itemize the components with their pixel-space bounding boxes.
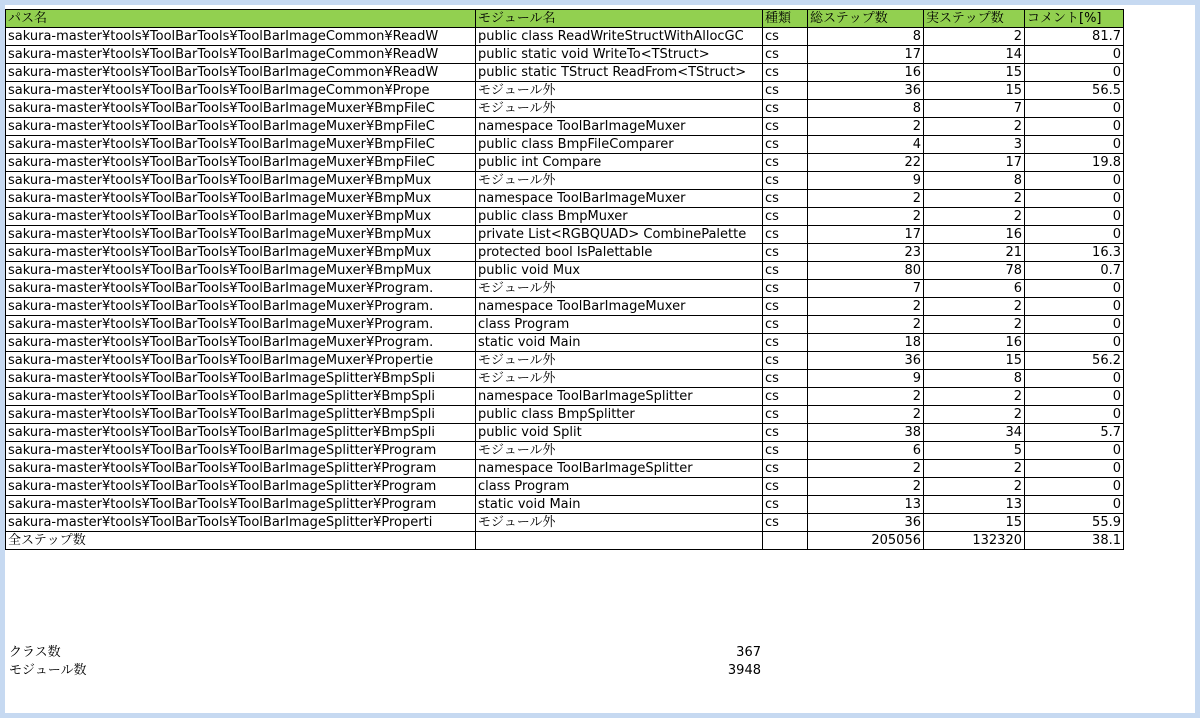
comment-pct-cell[interactable]: 0.7: [1025, 262, 1124, 280]
module-cell[interactable]: namespace ToolBarImageMuxer: [476, 298, 763, 316]
module-cell[interactable]: namespace ToolBarImageMuxer: [476, 118, 763, 136]
table-row: [6, 316, 1124, 334]
total-label[interactable]: 全ステップ数: [6, 532, 476, 550]
total-steps-cell[interactable]: 36: [808, 82, 924, 100]
kind-cell[interactable]: cs: [763, 388, 808, 406]
total-steps-cell[interactable]: 205056: [808, 532, 924, 550]
path-cell[interactable]: sakura-master¥tools¥ToolBarTools¥ToolBarImageSplitter¥Program: [6, 442, 476, 460]
col-header-kind[interactable]: 種類: [763, 10, 808, 28]
table-row: [6, 190, 1124, 208]
table-row: [6, 496, 1124, 514]
path-cell[interactable]: sakura-master¥tools¥ToolBarTools¥ToolBarImageMuxer¥Program.: [6, 316, 476, 334]
total-steps-cell[interactable]: 8: [808, 28, 924, 46]
total-steps-cell[interactable]: 23: [808, 244, 924, 262]
comment-pct-cell[interactable]: 56.5: [1025, 82, 1124, 100]
comment-pct-cell[interactable]: 19.8: [1025, 154, 1124, 172]
kind-cell[interactable]: cs: [763, 424, 808, 442]
actual-steps-cell[interactable]: 2: [924, 478, 1025, 496]
total-steps-cell[interactable]: 80: [808, 262, 924, 280]
spreadsheet: [5, 5, 1195, 713]
total-steps-cell[interactable]: 6: [808, 442, 924, 460]
actual-steps-cell[interactable]: 6: [924, 280, 1025, 298]
comment-pct-cell[interactable]: 0: [1025, 478, 1124, 496]
path-cell[interactable]: sakura-master¥tools¥ToolBarTools¥ToolBarImageSplitter¥Program: [6, 460, 476, 478]
module-cell[interactable]: public void Mux: [476, 262, 763, 280]
kind-cell[interactable]: cs: [763, 496, 808, 514]
actual-steps-cell[interactable]: 5: [924, 442, 1025, 460]
actual-steps-cell[interactable]: 14: [924, 46, 1025, 64]
total-steps-cell[interactable]: 17: [808, 46, 924, 64]
total-steps-cell[interactable]: 7: [808, 280, 924, 298]
kind-cell[interactable]: cs: [763, 118, 808, 136]
actual-steps-cell[interactable]: 15: [924, 514, 1025, 532]
module-count-value[interactable]: 3948: [727, 663, 761, 678]
actual-steps-cell[interactable]: 21: [924, 244, 1025, 262]
kind-cell[interactable]: cs: [763, 46, 808, 64]
module-cell[interactable]: モジュール外: [476, 352, 763, 370]
table-row: [6, 370, 1124, 388]
module-cell[interactable]: protected bool IsPalettable: [476, 244, 763, 262]
total-steps-cell[interactable]: 2: [808, 478, 924, 496]
path-cell[interactable]: sakura-master¥tools¥ToolBarTools¥ToolBarImageMuxer¥BmpMux: [6, 226, 476, 244]
total-steps-cell[interactable]: 2: [808, 208, 924, 226]
path-cell[interactable]: sakura-master¥tools¥ToolBarTools¥ToolBarImageSplitter¥BmpSpli: [6, 388, 476, 406]
col-header-total-steps[interactable]: 総ステップ数: [808, 10, 924, 28]
actual-steps-cell[interactable]: 3: [924, 136, 1025, 154]
table-row: [6, 298, 1124, 316]
total-steps-cell[interactable]: 9: [808, 172, 924, 190]
total-steps-cell[interactable]: 4: [808, 136, 924, 154]
total-row: [6, 532, 1124, 550]
path-cell[interactable]: sakura-master¥tools¥ToolBarTools¥ToolBarImageSplitter¥Program: [6, 478, 476, 496]
table-row: [6, 406, 1124, 424]
kind-cell[interactable]: cs: [763, 370, 808, 388]
comment-pct-cell[interactable]: 0: [1025, 298, 1124, 316]
total-steps-cell[interactable]: 8: [808, 100, 924, 118]
path-cell[interactable]: sakura-master¥tools¥ToolBarTools¥ToolBarImageMuxer¥BmpFileC: [6, 136, 476, 154]
actual-steps-cell[interactable]: 2: [924, 190, 1025, 208]
kind-cell[interactable]: cs: [763, 208, 808, 226]
actual-steps-cell[interactable]: 2: [924, 316, 1025, 334]
comment-pct-cell[interactable]: 0: [1025, 388, 1124, 406]
table-row: [6, 46, 1124, 64]
total-steps-cell[interactable]: 2: [808, 118, 924, 136]
table-row: [6, 82, 1124, 100]
path-cell[interactable]: sakura-master¥tools¥ToolBarTools¥ToolBarImageMuxer¥Program.: [6, 280, 476, 298]
comment-pct-cell[interactable]: 0: [1025, 334, 1124, 352]
path-cell[interactable]: sakura-master¥tools¥ToolBarTools¥ToolBarImageSplitter¥BmpSpli: [6, 370, 476, 388]
kind-cell[interactable]: cs: [763, 442, 808, 460]
table-row: [6, 514, 1124, 532]
kind-cell[interactable]: cs: [763, 352, 808, 370]
comment-pct-cell[interactable]: 0: [1025, 370, 1124, 388]
path-cell[interactable]: sakura-master¥tools¥ToolBarTools¥ToolBarImageSplitter¥Properti: [6, 514, 476, 532]
module-cell[interactable]: モジュール外: [476, 82, 763, 100]
actual-steps-cell[interactable]: 15: [924, 82, 1025, 100]
table-row: [6, 28, 1124, 46]
col-header-comment-pct[interactable]: コメント[%]: [1025, 10, 1124, 28]
module-cell[interactable]: private List<RGBQUAD> CombinePalette: [476, 226, 763, 244]
total-steps-cell[interactable]: 22: [808, 154, 924, 172]
table-row: [6, 478, 1124, 496]
total-empty-cell[interactable]: [763, 532, 808, 550]
module-cell[interactable]: public class BmpFileComparer: [476, 136, 763, 154]
kind-cell[interactable]: cs: [763, 316, 808, 334]
comment-pct-cell[interactable]: 0: [1025, 190, 1124, 208]
actual-steps-cell[interactable]: 2: [924, 118, 1025, 136]
total-steps-cell[interactable]: 36: [808, 514, 924, 532]
total-steps-cell[interactable]: 18: [808, 334, 924, 352]
table-row: [6, 244, 1124, 262]
kind-cell[interactable]: cs: [763, 298, 808, 316]
col-header-path[interactable]: パス名: [6, 10, 476, 28]
comment-pct-cell[interactable]: 16.3: [1025, 244, 1124, 262]
module-cell[interactable]: public static void WriteTo<TStruct>: [476, 46, 763, 64]
table-row: [6, 262, 1124, 280]
actual-steps-cell[interactable]: 16: [924, 226, 1025, 244]
kind-cell[interactable]: cs: [763, 136, 808, 154]
total-steps-cell[interactable]: 17: [808, 226, 924, 244]
table-row: [6, 136, 1124, 154]
table-row: [6, 118, 1124, 136]
module-cell[interactable]: モジュール外: [476, 100, 763, 118]
comment-pct-cell[interactable]: 0: [1025, 280, 1124, 298]
module-cell[interactable]: namespace ToolBarImageMuxer: [476, 190, 763, 208]
comment-pct-cell[interactable]: 0: [1025, 118, 1124, 136]
comment-pct-cell[interactable]: 0: [1025, 172, 1124, 190]
module-cell[interactable]: モジュール外: [476, 442, 763, 460]
comment-pct-cell[interactable]: 55.9: [1025, 514, 1124, 532]
comment-pct-cell[interactable]: 0: [1025, 100, 1124, 118]
total-steps-cell[interactable]: 38: [808, 424, 924, 442]
total-steps-cell[interactable]: 2: [808, 316, 924, 334]
total-empty-cell[interactable]: [476, 532, 763, 550]
module-cell[interactable]: モジュール外: [476, 514, 763, 532]
class-count-label[interactable]: クラス数: [9, 645, 61, 660]
kind-cell[interactable]: cs: [763, 82, 808, 100]
table-row: [6, 100, 1124, 118]
module-cell[interactable]: namespace ToolBarImageSplitter: [476, 388, 763, 406]
module-count-label[interactable]: モジュール数: [9, 663, 87, 678]
total-steps-cell[interactable]: 2: [808, 298, 924, 316]
kind-cell[interactable]: cs: [763, 460, 808, 478]
actual-steps-cell[interactable]: 15: [924, 64, 1025, 82]
kind-cell[interactable]: cs: [763, 406, 808, 424]
comment-pct-cell[interactable]: 0: [1025, 136, 1124, 154]
kind-cell[interactable]: cs: [763, 64, 808, 82]
comment-pct-cell[interactable]: 0: [1025, 442, 1124, 460]
path-cell[interactable]: sakura-master¥tools¥ToolBarTools¥ToolBarImageSplitter¥Program: [6, 496, 476, 514]
actual-steps-cell[interactable]: 78: [924, 262, 1025, 280]
path-cell[interactable]: sakura-master¥tools¥ToolBarTools¥ToolBarImageCommon¥ReadW: [6, 46, 476, 64]
actual-steps-cell[interactable]: 2: [924, 388, 1025, 406]
actual-steps-cell[interactable]: 8: [924, 370, 1025, 388]
total-steps-cell[interactable]: 9: [808, 370, 924, 388]
actual-steps-cell[interactable]: 34: [924, 424, 1025, 442]
comment-pct-cell[interactable]: 38.1: [1025, 532, 1124, 550]
path-cell[interactable]: sakura-master¥tools¥ToolBarTools¥ToolBarImageSplitter¥BmpSpli: [6, 406, 476, 424]
path-cell[interactable]: sakura-master¥tools¥ToolBarTools¥ToolBarImageMuxer¥BmpMux: [6, 172, 476, 190]
kind-cell[interactable]: cs: [763, 172, 808, 190]
table-row: [6, 352, 1124, 370]
path-cell[interactable]: sakura-master¥tools¥ToolBarTools¥ToolBarImageMuxer¥BmpMux: [6, 244, 476, 262]
actual-steps-cell[interactable]: 2: [924, 460, 1025, 478]
table-row: [6, 388, 1124, 406]
kind-cell[interactable]: cs: [763, 100, 808, 118]
kind-cell[interactable]: cs: [763, 226, 808, 244]
comment-pct-cell[interactable]: 0: [1025, 496, 1124, 514]
path-cell[interactable]: sakura-master¥tools¥ToolBarTools¥ToolBarImageMuxer¥BmpFileC: [6, 118, 476, 136]
total-steps-cell[interactable]: 13: [808, 496, 924, 514]
module-cell[interactable]: public int Compare: [476, 154, 763, 172]
kind-cell[interactable]: cs: [763, 28, 808, 46]
path-cell[interactable]: sakura-master¥tools¥ToolBarTools¥ToolBarImageMuxer¥BmpMux: [6, 190, 476, 208]
total-steps-cell[interactable]: 36: [808, 352, 924, 370]
comment-pct-cell[interactable]: 56.2: [1025, 352, 1124, 370]
actual-steps-cell[interactable]: 17: [924, 154, 1025, 172]
module-cell[interactable]: class Program: [476, 478, 763, 496]
header-row: [6, 10, 1124, 28]
total-steps-cell[interactable]: 2: [808, 406, 924, 424]
path-cell[interactable]: sakura-master¥tools¥ToolBarTools¥ToolBarImageMuxer¥BmpMux: [6, 262, 476, 280]
kind-cell[interactable]: cs: [763, 262, 808, 280]
path-cell[interactable]: sakura-master¥tools¥ToolBarTools¥ToolBarImageMuxer¥Program.: [6, 298, 476, 316]
path-cell[interactable]: sakura-master¥tools¥ToolBarTools¥ToolBarImageCommon¥ReadW: [6, 64, 476, 82]
kind-cell[interactable]: cs: [763, 154, 808, 172]
table-row: [6, 226, 1124, 244]
col-header-module[interactable]: モジュール名: [476, 10, 763, 28]
kind-cell[interactable]: cs: [763, 280, 808, 298]
actual-steps-cell[interactable]: 16: [924, 334, 1025, 352]
path-cell[interactable]: sakura-master¥tools¥ToolBarTools¥ToolBarImageMuxer¥BmpFileC: [6, 100, 476, 118]
comment-pct-cell[interactable]: 0: [1025, 316, 1124, 334]
kind-cell[interactable]: cs: [763, 244, 808, 262]
module-cell[interactable]: public class ReadWriteStructWithAllocGC: [476, 28, 763, 46]
path-cell[interactable]: sakura-master¥tools¥ToolBarTools¥ToolBarImageCommon¥Prope: [6, 82, 476, 100]
module-cell[interactable]: namespace ToolBarImageSplitter: [476, 460, 763, 478]
module-cell[interactable]: モジュール外: [476, 280, 763, 298]
module-cell[interactable]: static void Main: [476, 496, 763, 514]
table-row: [6, 208, 1124, 226]
comment-pct-cell[interactable]: 0: [1025, 64, 1124, 82]
path-cell[interactable]: sakura-master¥tools¥ToolBarTools¥ToolBarImageMuxer¥BmpMux: [6, 208, 476, 226]
actual-steps-cell[interactable]: 2: [924, 298, 1025, 316]
comment-pct-cell[interactable]: 0: [1025, 208, 1124, 226]
comment-pct-cell[interactable]: 0: [1025, 406, 1124, 424]
module-cell[interactable]: モジュール外: [476, 370, 763, 388]
module-cell[interactable]: public static TStruct ReadFrom<TStruct>: [476, 64, 763, 82]
module-cell[interactable]: public class BmpSplitter: [476, 406, 763, 424]
table-row: [6, 442, 1124, 460]
col-header-actual-steps[interactable]: 実ステップ数: [924, 10, 1025, 28]
total-steps-cell[interactable]: 16: [808, 64, 924, 82]
actual-steps-cell[interactable]: 8: [924, 172, 1025, 190]
actual-steps-cell[interactable]: 15: [924, 352, 1025, 370]
module-cell[interactable]: public class BmpMuxer: [476, 208, 763, 226]
actual-steps-cell[interactable]: 7: [924, 100, 1025, 118]
path-cell[interactable]: sakura-master¥tools¥ToolBarTools¥ToolBarImageSplitter¥BmpSpli: [6, 424, 476, 442]
total-steps-cell[interactable]: 2: [808, 190, 924, 208]
path-cell[interactable]: sakura-master¥tools¥ToolBarTools¥ToolBarImageCommon¥ReadW: [6, 28, 476, 46]
table-row: [6, 460, 1124, 478]
kind-cell[interactable]: cs: [763, 478, 808, 496]
comment-pct-cell[interactable]: 81.7: [1025, 28, 1124, 46]
comment-pct-cell[interactable]: 0: [1025, 46, 1124, 64]
table-row: [6, 334, 1124, 352]
kind-cell[interactable]: cs: [763, 334, 808, 352]
actual-steps-cell[interactable]: 132320: [924, 532, 1025, 550]
total-steps-cell[interactable]: 2: [808, 460, 924, 478]
actual-steps-cell[interactable]: 2: [924, 406, 1025, 424]
kind-cell[interactable]: cs: [763, 190, 808, 208]
path-cell[interactable]: sakura-master¥tools¥ToolBarTools¥ToolBarImageMuxer¥Program.: [6, 334, 476, 352]
class-count-value[interactable]: 367: [736, 645, 761, 660]
table-row: [6, 172, 1124, 190]
table-row: [6, 64, 1124, 82]
step-count-table: [5, 9, 1124, 550]
kind-cell[interactable]: cs: [763, 514, 808, 532]
actual-steps-cell[interactable]: 2: [924, 208, 1025, 226]
path-cell[interactable]: sakura-master¥tools¥ToolBarTools¥ToolBarImageMuxer¥Propertie: [6, 352, 476, 370]
module-cell[interactable]: static void Main: [476, 334, 763, 352]
module-cell[interactable]: public void Split: [476, 424, 763, 442]
path-cell[interactable]: sakura-master¥tools¥ToolBarTools¥ToolBarImageMuxer¥BmpFileC: [6, 154, 476, 172]
table-row: [6, 280, 1124, 298]
total-steps-cell[interactable]: 2: [808, 388, 924, 406]
comment-pct-cell[interactable]: 0: [1025, 460, 1124, 478]
actual-steps-cell[interactable]: 2: [924, 28, 1025, 46]
table-row: [6, 154, 1124, 172]
comment-pct-cell[interactable]: 5.7: [1025, 424, 1124, 442]
module-cell[interactable]: モジュール外: [476, 172, 763, 190]
module-cell[interactable]: class Program: [476, 316, 763, 334]
actual-steps-cell[interactable]: 13: [924, 496, 1025, 514]
comment-pct-cell[interactable]: 0: [1025, 226, 1124, 244]
table-row: [6, 424, 1124, 442]
